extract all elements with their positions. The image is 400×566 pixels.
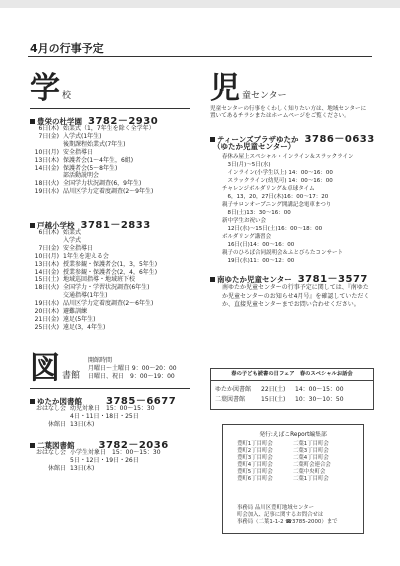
schedule-line: チャレンジボルダリング＆卓球タイム [222,186,315,192]
children-intro: 児童センターの行事をくわしく知りたい方は、地域センターに置いてあるチラシまたはホームページをご覧ください。 [210,106,367,120]
schedule-line: 親子のひろば合同説明会＆ふとびらたコンサート [222,250,344,256]
library-row: 5日・12日・19日・26日 [70,456,139,464]
schedule-row: 15日(土) 地域巡回指導・地域班下校 [34,276,136,284]
schedule-line: 親子サロンオープニング開講記念電車まつり [222,202,332,208]
school-1-schedule [30,125,155,196]
schedule-row: 14日(金) 授業参観・保護者会(2，4，6年生) [34,268,158,276]
schedule-row: 入学式 [63,236,82,244]
schedule-row: 交通指導(1年生) [63,292,108,300]
school-2-schedule [30,229,157,332]
library-rule [30,388,190,389]
schedule-line: 8日(土)13：30～16：00 [222,210,291,216]
member-row: 豊町2丁目町会 二葉3丁目町会 [237,448,329,454]
school-2-name: 戸越小学校 [37,221,75,230]
children-1-tel: 3786－0633 [304,134,375,145]
schedule-line: スラックライン(幼児可) 14：00～16：00 [222,178,333,184]
member-row: 豊町4丁目町会 二葉町会連合会 [237,462,331,468]
schedule-line: 春休み屋上スペシャル・インライン＆スラックライン [222,154,354,160]
school-1-name: 豊栄の杜学園 [37,117,82,126]
library-1-rows [30,405,155,429]
library-1-name: ゆたか図書館 [37,397,82,406]
publisher-title: 発行:えばこReport編集部 [259,432,327,438]
schedule-row: 10日(月) 1年生を迎える会 [34,252,109,260]
member-row: 豊町3丁目町会 二葉4丁目町会 [237,455,329,461]
schedule-row: 7日(金) 安全指導日 [38,244,94,252]
square-bullet-icon [210,277,215,282]
hours-label: 開館時間 [88,357,113,364]
library-row: 休館日 13日(木) [47,420,95,428]
book-fair-row: ゆたか図書館 22日(土) 14：00～15：00 [215,386,344,393]
school-heading-small: 校 [62,91,72,101]
footer-line: 事務局 品川区豊町地域センター [237,505,314,511]
library-2-tel: 3782－2036 [98,440,169,451]
schedule-line: 19日(水)11：00～12：00 [222,258,295,264]
children-1-schedule [222,153,353,265]
book-fair-title: 春の子ども読書の日フェア 春のスペシャルお話会 [211,369,373,381]
library-row: おはなし会 幼児対象日 15：00～15：30 [35,405,155,412]
children-2-header [210,270,368,285]
book-fair-box [210,368,374,410]
schedule-row: 13日(木) 授業参観・保護者会(1，3，5年生) [34,260,158,268]
school-rule [30,108,190,109]
publisher-footer [237,505,338,526]
schedule-row: 13日(木) 保護者会(1～4年生，6組) [34,156,134,164]
library-row: おはなし会 小学生対象日 15：00～15：30 [35,449,161,456]
schedule-row: 18日(火) 全国学力・学習状況調査(6年生) [34,284,150,292]
children-heading-big: 児 [210,71,240,106]
children-2-name: 南ゆたか児童センター [217,275,292,284]
page-title: 4月の行事予定 [30,42,104,55]
children-1-name: ティーンズプラザゆたか [217,135,299,144]
title-rule [28,56,372,57]
footer-line: 事務局（二葉1-1-2 ☎3785-2000）まで [237,519,338,525]
member-row: 豊町1丁目町会 二葉1丁目町会 [237,441,329,447]
square-bullet-icon [30,443,35,448]
library-2-rows [30,449,161,473]
children-2-desc: 南ゆたか児童センターの行事予定に関しては、『南ゆたか児童センターのお知らせ4月号』を確認していただくか、直接児童センターまでお問い合わせください。 [222,284,370,308]
schedule-line: インライン(小学生以上) 14：00～16：00 [222,170,333,176]
hours-row: 日曜日、祝日 9：00～19：00 [88,372,175,380]
school-heading-big: 学 [30,71,60,106]
library-heading-small: 書館 [62,371,81,381]
schedule-line: 12日(水)～15日(土)16：00～18：00 [222,226,323,232]
square-bullet-icon [30,119,35,124]
schedule-line: 新中学生お祝い会 [222,218,267,224]
schedule-row: 19日(水) 品川区学力定着度調査(2～9年生) [34,188,154,196]
schedule-row: 10日(月) 安全指導日 [34,148,94,156]
member-row: 豊町6丁目町会 二葉1丁目町会 [237,476,329,482]
library-row: 休館日 13日(木) [47,464,95,472]
book-fair-row: 二葉図書館 15日(土) 10：30～10：50 [215,396,344,403]
footer-line: 町会加入、記事に関するお問合せは [237,512,324,518]
schedule-row: 7日(金) 入学式(1年生) [38,132,102,140]
top-band [0,0,400,8]
publisher-members [237,441,331,483]
library-row: 4日・11日・18日・25日 [70,412,139,420]
square-bullet-icon [30,399,35,404]
schedule-row: 後期課程始業式(7年生) [63,140,126,148]
publisher-box [222,424,364,534]
schedule-line: ボルダリング講習会 [222,234,272,240]
schedule-line: 3日(月)～5日(水) [222,162,271,168]
schedule-row: 21日(金) 遠足(5年生) [34,315,96,323]
schedule-row: 20日(木) 避難訓練 [34,308,88,316]
school-2-tel: 3781－2833 [80,220,151,231]
schedule-row: 19日(水) 品川区学力定着度調査(2～6年生) [34,300,154,308]
schedule-row: 18日(火) 全国学力状況調査(6，9年生) [34,180,142,188]
children-2-tel: 3781－3577 [297,274,368,285]
member-row: 豊町5丁目町会 二葉中央町会 [237,469,326,475]
schedule-row: 25日(火) 遠足(3，4年生) [34,323,106,331]
children-heading [210,71,287,106]
book-fair-rows [215,385,344,405]
hours-row: 月曜日～土曜日 9：00～20：00 [88,364,177,372]
school-1-tel: 3782－2930 [88,116,159,127]
library-1-tel: 3785－6677 [106,396,177,407]
schedule-row: 6日(木) 始業式（1，7年生を除く全学年） [38,125,155,132]
library-heading-big: 図 [30,351,60,386]
library-2-name: 二葉図書館 [37,441,75,450]
square-bullet-icon [30,223,35,228]
schedule-line: 6，13，20，27日(木)16：00～17：20 [222,194,329,200]
library-heading [30,351,81,386]
schedule-row: 6日(木) 始業式 [38,229,82,236]
children-1-subname: （ゆたか児童センター） [213,142,296,151]
children-heading-small: 童センター [242,91,287,101]
library-hours [88,357,177,381]
schedule-line: 16日(日)14：00～16：00 [222,242,295,248]
schedule-row: 部活動説明会 [63,172,100,180]
school-heading [30,71,72,106]
schedule-row: 14日(金) 保護者会(5～8年生) [34,164,118,172]
